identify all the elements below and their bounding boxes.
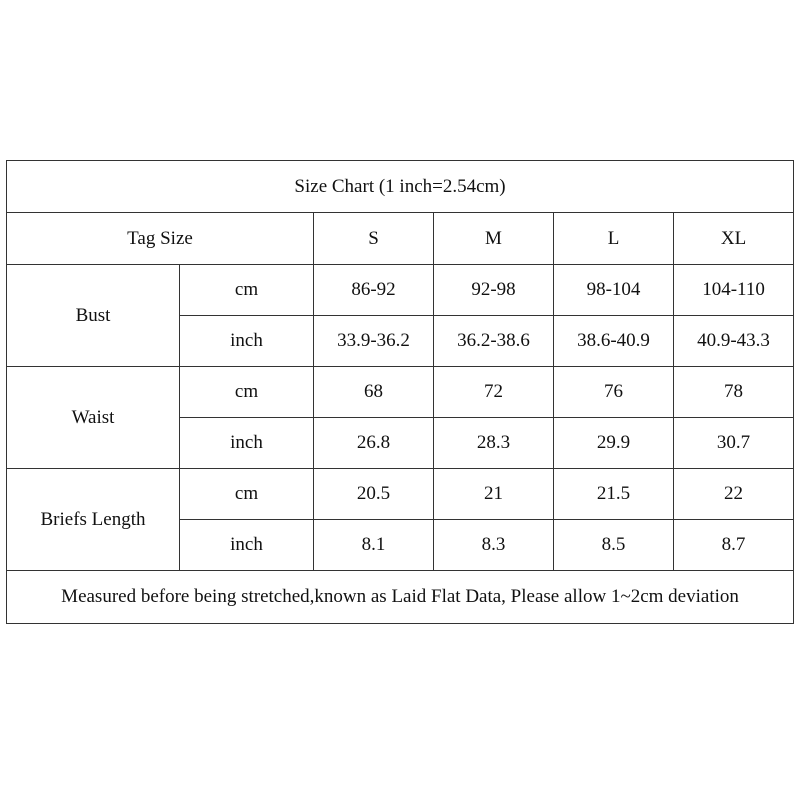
measurement-note: Measured before being stretched,known as Laid Flat Data, Please allow 1~2cm deviation <box>7 571 794 624</box>
category-briefs-length: Briefs Length <box>7 469 180 571</box>
value-cell: 40.9-43.3 <box>674 316 794 367</box>
category-bust: Bust <box>7 265 180 367</box>
table-row <box>7 469 794 520</box>
value-cell: 104-110 <box>674 265 794 316</box>
value-cell: 30.7 <box>674 418 794 469</box>
value-cell: 36.2-38.6 <box>434 316 554 367</box>
unit-cell: inch <box>180 316 314 367</box>
size-header-l: L <box>554 213 674 265</box>
title-row <box>7 161 794 213</box>
size-header-s: S <box>314 213 434 265</box>
value-cell: 68 <box>314 367 434 418</box>
table-row <box>7 265 794 316</box>
value-cell: 21.5 <box>554 469 674 520</box>
value-cell: 72 <box>434 367 554 418</box>
value-cell: 76 <box>554 367 674 418</box>
size-header-xl: XL <box>674 213 794 265</box>
tag-size-label: Tag Size <box>7 213 314 265</box>
value-cell: 20.5 <box>314 469 434 520</box>
unit-cell: inch <box>180 418 314 469</box>
value-cell: 8.5 <box>554 520 674 571</box>
unit-cell: cm <box>180 469 314 520</box>
value-cell: 92-98 <box>434 265 554 316</box>
value-cell: 29.9 <box>554 418 674 469</box>
note-row <box>7 571 794 624</box>
value-cell: 98-104 <box>554 265 674 316</box>
value-cell: 28.3 <box>434 418 554 469</box>
chart-title: Size Chart (1 inch=2.54cm) <box>7 161 794 213</box>
value-cell: 33.9-36.2 <box>314 316 434 367</box>
value-cell: 21 <box>434 469 554 520</box>
value-cell: 38.6-40.9 <box>554 316 674 367</box>
size-header-m: M <box>434 213 554 265</box>
value-cell: 26.8 <box>314 418 434 469</box>
unit-cell: cm <box>180 265 314 316</box>
value-cell: 78 <box>674 367 794 418</box>
size-chart-table <box>6 160 794 624</box>
value-cell: 8.1 <box>314 520 434 571</box>
value-cell: 22 <box>674 469 794 520</box>
unit-cell: inch <box>180 520 314 571</box>
value-cell: 8.7 <box>674 520 794 571</box>
header-row <box>7 213 794 265</box>
value-cell: 8.3 <box>434 520 554 571</box>
table-row <box>7 367 794 418</box>
unit-cell: cm <box>180 367 314 418</box>
value-cell: 86-92 <box>314 265 434 316</box>
category-waist: Waist <box>7 367 180 469</box>
